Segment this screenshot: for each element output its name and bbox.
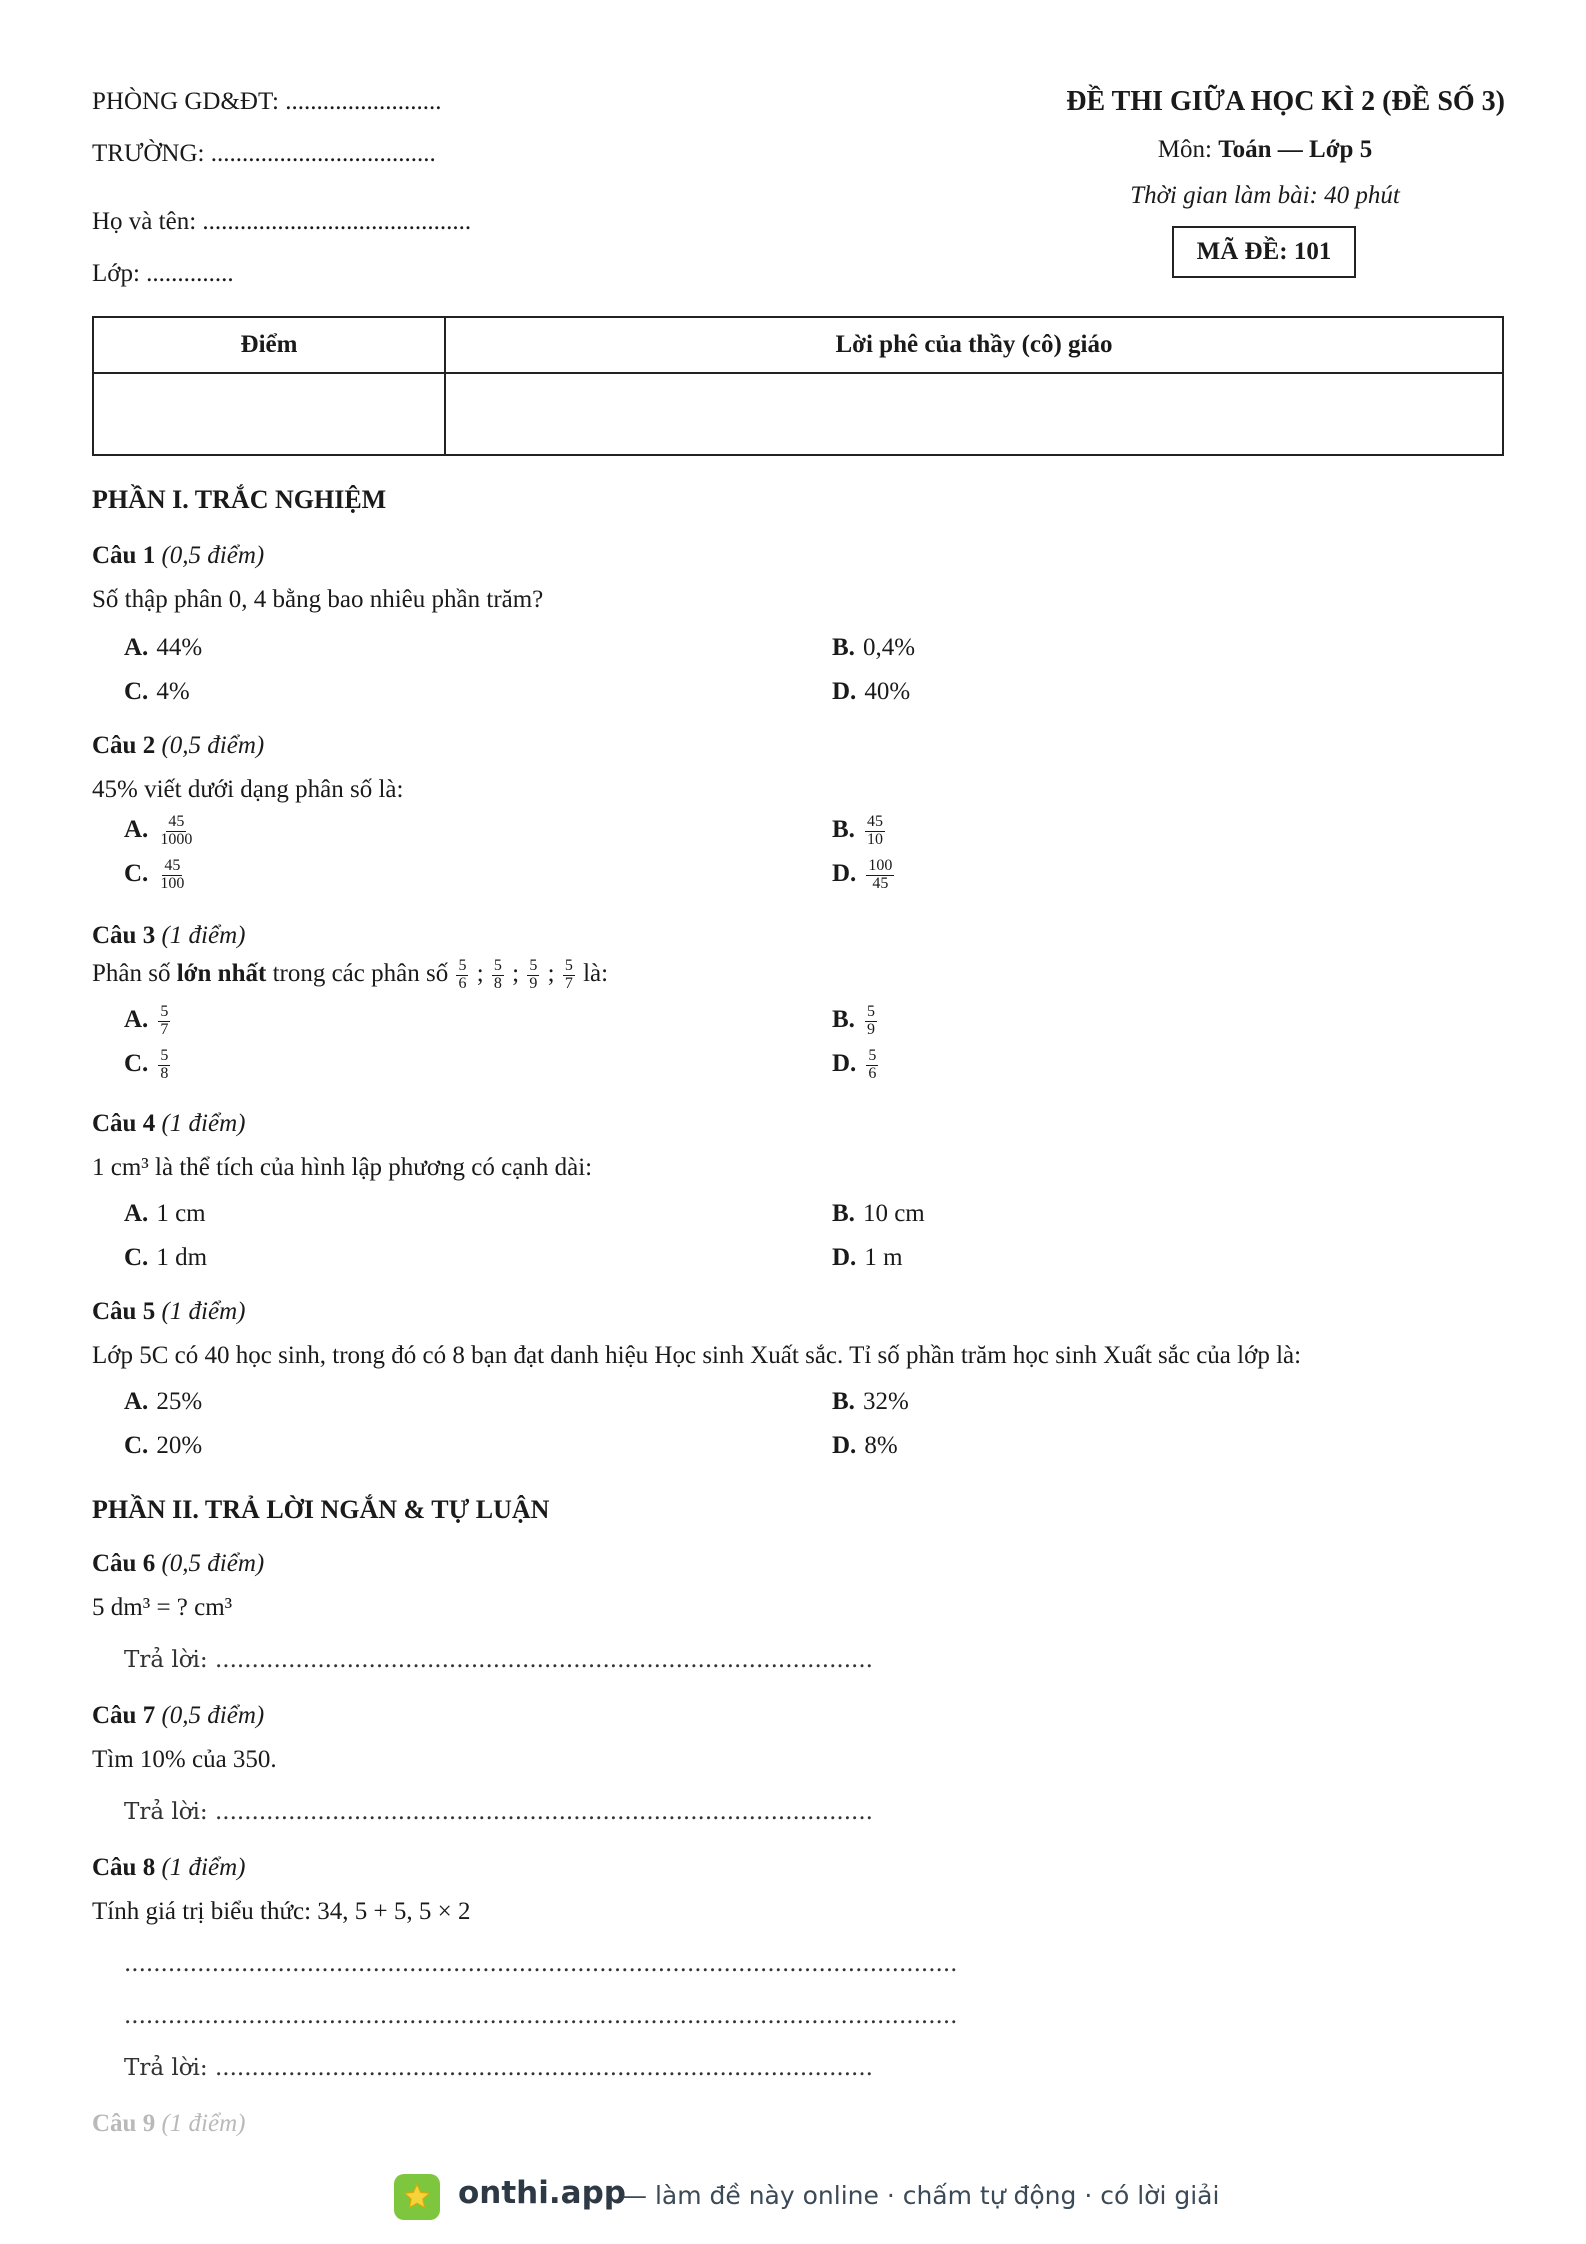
student-name-field: Họ và tên: ........................................... <box>92 208 472 235</box>
q5-option-c <box>124 1430 202 1461</box>
option-text: 32% <box>862 1388 909 1415</box>
option-text: 20% <box>156 1432 203 1459</box>
q2-points: (0,5 điểm) <box>161 732 265 759</box>
fraction: $\frac{45}{100}$ <box>160 857 185 892</box>
exam-time: Thời gian làm bài: 40 phút <box>1130 182 1400 209</box>
q1-option-d <box>832 676 910 707</box>
q6-label: Câu 6 <box>92 1550 156 1577</box>
q1-option-b <box>832 632 915 663</box>
q4-heading <box>92 1108 245 1139</box>
part2-title: PHẦN II. TRẢ LỜI NGẮN & TỰ LUẬN <box>92 1495 550 1524</box>
q5-option-d <box>832 1430 898 1461</box>
q3-option-c <box>124 1048 172 1083</box>
q4-option-a <box>124 1198 206 1229</box>
option-letter: B. <box>832 1006 855 1034</box>
q2-heading <box>92 730 264 761</box>
q8-answer-line[interactable]: Trả lời: .......................................................................................... <box>124 2055 873 2081</box>
brand-name[interactable]: onthi.app <box>458 2175 626 2211</box>
exam-code-box: MÃ ĐỀ: 101 <box>1172 226 1356 278</box>
subject-name: Toán — Lớp 5 <box>1218 136 1373 163</box>
q2-text: 45% viết dưới dạng phân số là: <box>92 776 404 803</box>
q8-work-line-2[interactable]: .................................................................................................................. <box>124 2003 958 2029</box>
q9-heading <box>92 2108 245 2139</box>
q3-text: Phân số lớn nhất trong các phân số $\frac{5}{6}$ ; $\frac{5}{8}$ ; $\frac{5}{9}$ ; $\frac{5}{7}$ là: <box>92 957 609 992</box>
option-letter: D. <box>832 1050 857 1078</box>
option-letter: B. <box>832 1388 855 1415</box>
exam-title: ĐỀ THI GIỮA HỌC KÌ 2 (ĐỀ SỐ 3) <box>1066 86 1505 117</box>
q3-heading <box>92 920 245 951</box>
option-text: 0,4% <box>862 634 916 661</box>
q4-option-d <box>832 1242 903 1273</box>
option-letter: B. <box>832 1200 855 1227</box>
score-header: Điểm <box>93 317 445 373</box>
footer-tagline[interactable]: — làm đề này online · chấm tự động · có lời giải <box>622 2181 1220 2210</box>
option-letter: A. <box>124 1388 149 1415</box>
q2-label: Câu 2 <box>92 732 156 759</box>
q4-points: (1 điểm) <box>161 1110 246 1137</box>
option-text: 10 cm <box>862 1200 925 1227</box>
score-cell <box>93 373 445 455</box>
q7-points: (0,5 điểm) <box>161 1702 265 1729</box>
q5-points: (1 điểm) <box>161 1298 246 1325</box>
option-letter: C. <box>124 1244 149 1271</box>
q6-heading <box>92 1548 264 1579</box>
option-text: 1 dm <box>156 1244 208 1271</box>
q1-text: Số thập phân 0, 4 bằng bao nhiêu phần trăm? <box>92 586 544 613</box>
fraction: $\frac{5}{7}$ <box>160 1003 169 1038</box>
q4-label: Câu 4 <box>92 1110 156 1137</box>
option-letter: B. <box>832 634 855 661</box>
star-icon[interactable] <box>394 2174 440 2220</box>
fraction: $\frac{5}{8}$ <box>160 1047 169 1082</box>
fraction: $\frac{100}{45}$ <box>868 857 893 892</box>
option-text: 1 cm <box>156 1200 206 1227</box>
q2-option-b <box>832 814 887 849</box>
fraction: $\frac{45}{1000}$ <box>160 813 193 848</box>
q7-heading <box>92 1700 264 1731</box>
option-letter: C. <box>124 678 149 705</box>
q1-option-c <box>124 676 190 707</box>
q6-answer-line[interactable]: Trả lời: .......................................................................................... <box>124 1647 873 1673</box>
option-letter: D. <box>832 1432 857 1459</box>
q9-label: Câu 9 <box>92 2110 156 2137</box>
option-text: 25% <box>156 1388 203 1415</box>
option-letter: C. <box>124 860 149 888</box>
option-text: 4% <box>156 678 190 705</box>
fraction: $\frac{5}{6}$ <box>868 1047 877 1082</box>
option-letter: A. <box>124 634 149 661</box>
q4-option-b <box>832 1198 925 1229</box>
q4-option-c <box>124 1242 207 1273</box>
option-letter: D. <box>832 1244 857 1271</box>
q3-label: Câu 3 <box>92 922 156 949</box>
school-field: TRƯỜNG: .................................... <box>92 140 436 167</box>
fraction: $\frac{5}{9}$ <box>866 1003 875 1038</box>
option-letter: B. <box>832 816 855 844</box>
q2-option-a <box>124 814 196 849</box>
q5-label: Câu 5 <box>92 1298 156 1325</box>
q1-option-a <box>124 632 202 663</box>
option-letter: A. <box>124 816 149 844</box>
q8-work-line-1[interactable]: .................................................................................................................. <box>124 1951 958 1977</box>
comment-cell <box>445 373 1503 455</box>
q3-points: (1 điểm) <box>161 922 246 949</box>
part1-title: PHẦN I. TRẮC NGHIỆM <box>92 485 387 514</box>
q2-option-c <box>124 858 188 893</box>
q4-text: 1 cm³ là thể tích của hình lập phương có cạnh dài: <box>92 1154 593 1181</box>
q8-label: Câu 8 <box>92 1854 156 1881</box>
q5-heading <box>92 1296 245 1327</box>
option-letter: C. <box>124 1432 149 1459</box>
department-field: PHÒNG GD&ĐT: ......................... <box>92 88 442 115</box>
option-text: 44% <box>156 634 203 661</box>
comment-header: Lời phê của thầy (cô) giáo <box>445 317 1503 373</box>
q5-option-a <box>124 1386 202 1417</box>
fraction: $\frac{45}{10}$ <box>866 813 883 848</box>
option-letter: A. <box>124 1200 149 1227</box>
option-letter: A. <box>124 1006 149 1034</box>
q1-heading <box>92 540 264 571</box>
q5-text: Lớp 5C có 40 học sinh, trong đó có 8 bạn đạt danh hiệu Học sinh Xuất sắc. Tỉ số phần trăm học sinh Xuất sắc của lớp là: <box>92 1342 1302 1369</box>
q8-heading <box>92 1852 245 1883</box>
q7-label: Câu 7 <box>92 1702 156 1729</box>
option-letter: D. <box>832 678 857 705</box>
q5-option-b <box>832 1386 909 1417</box>
q3-option-b <box>832 1004 879 1039</box>
option-text: 40% <box>864 678 911 705</box>
option-letter: D. <box>832 860 857 888</box>
option-text: 1 m <box>864 1244 903 1271</box>
q8-text: Tính giá trị biểu thức: 34, 5 + 5, 5 × 2 <box>92 1898 471 1925</box>
q8-points: (1 điểm) <box>161 1854 246 1881</box>
q7-answer-line[interactable]: Trả lời: .......................................................................................... <box>124 1799 873 1825</box>
q3-option-d <box>832 1048 880 1083</box>
q2-option-d <box>832 858 896 893</box>
score-table <box>92 316 1504 456</box>
q7-text: Tìm 10% của 350. <box>92 1746 277 1773</box>
q6-points: (0,5 điểm) <box>161 1550 265 1577</box>
subject-line <box>1000 134 1530 165</box>
q1-label: Câu 1 <box>92 542 156 569</box>
option-letter: C. <box>124 1050 149 1078</box>
option-text: 8% <box>864 1432 898 1459</box>
q3-option-a <box>124 1004 172 1039</box>
q1-points: (0,5 điểm) <box>161 542 265 569</box>
q9-points: (1 điểm) <box>161 2110 246 2137</box>
subject-prefix: Môn: <box>1157 136 1219 163</box>
q6-text: 5 dm³ = ? cm³ <box>92 1594 233 1621</box>
class-field: Lớp: .............. <box>92 260 234 287</box>
